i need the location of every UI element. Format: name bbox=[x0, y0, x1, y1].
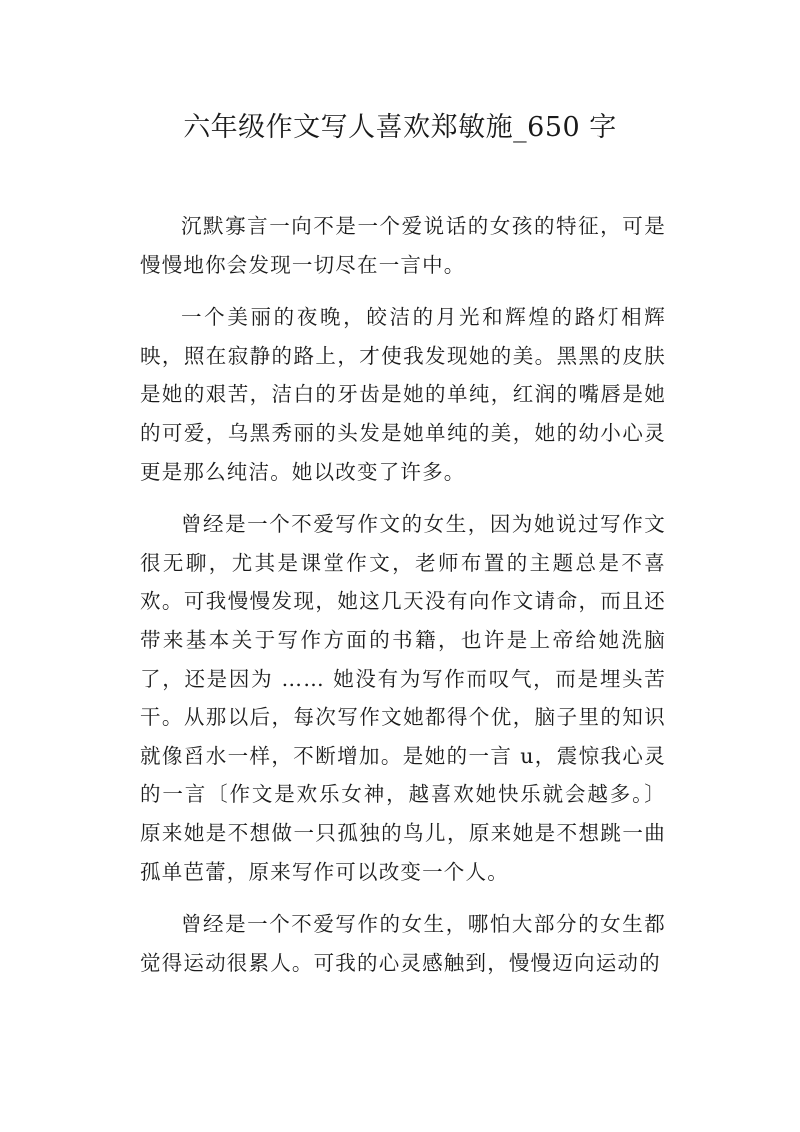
paragraph-1: 沉默寡言一向不是一个爱说话的女孩的特征，可是慢慢地你会发现一切尽在一言中。 bbox=[140, 214, 666, 277]
paragraph-4: 曾经是一个不爱写作的女生，哪怕大部分的女生都觉得运动很累人。可我的心灵感触到，慢慢迈向运动的 bbox=[140, 912, 666, 975]
document-title: 六年级作文写人喜欢郑敏施_650 字 bbox=[183, 112, 617, 143]
document-body bbox=[140, 207, 666, 996]
paragraph-2: 一个美丽的夜晚，皎洁的月光和辉煌的路灯相辉映，照在寂静的路上，才使我发现她的美。黑黑的皮肤是她的艰苦，洁白的牙齿是她的单纯，红润的嘴唇是她的可爱，乌黑秀丽的头发是她单纯的美，她的幼小心灵更是那么纯洁。她以改变了许多。 bbox=[140, 305, 666, 484]
paragraph-3: 曾经是一个不爱写作文的女生，因为她说过写作文很无聊，尤其是课堂作文，老师布置的主题总是不喜欢。可我慢慢发现，她这几天没有向作文请命，而且还带来基本关于写作方面的书籍，也许是上帝给她洗脑了，还是因为 …… 她没有为写作而叹气，而是埋头苦干。从那以后，每次写作文她都得个优，脑子里的知识就像舀水一样，不断增加。是她的一言 u，震惊我心灵的一言〔作文是欢乐女神，越喜欢她快乐就会越多。〕原来她是不想做一只孤独的鸟儿，原来她是不想跳一曲孤单芭蕾，原来写作可以改变一个人。 bbox=[140, 512, 666, 884]
